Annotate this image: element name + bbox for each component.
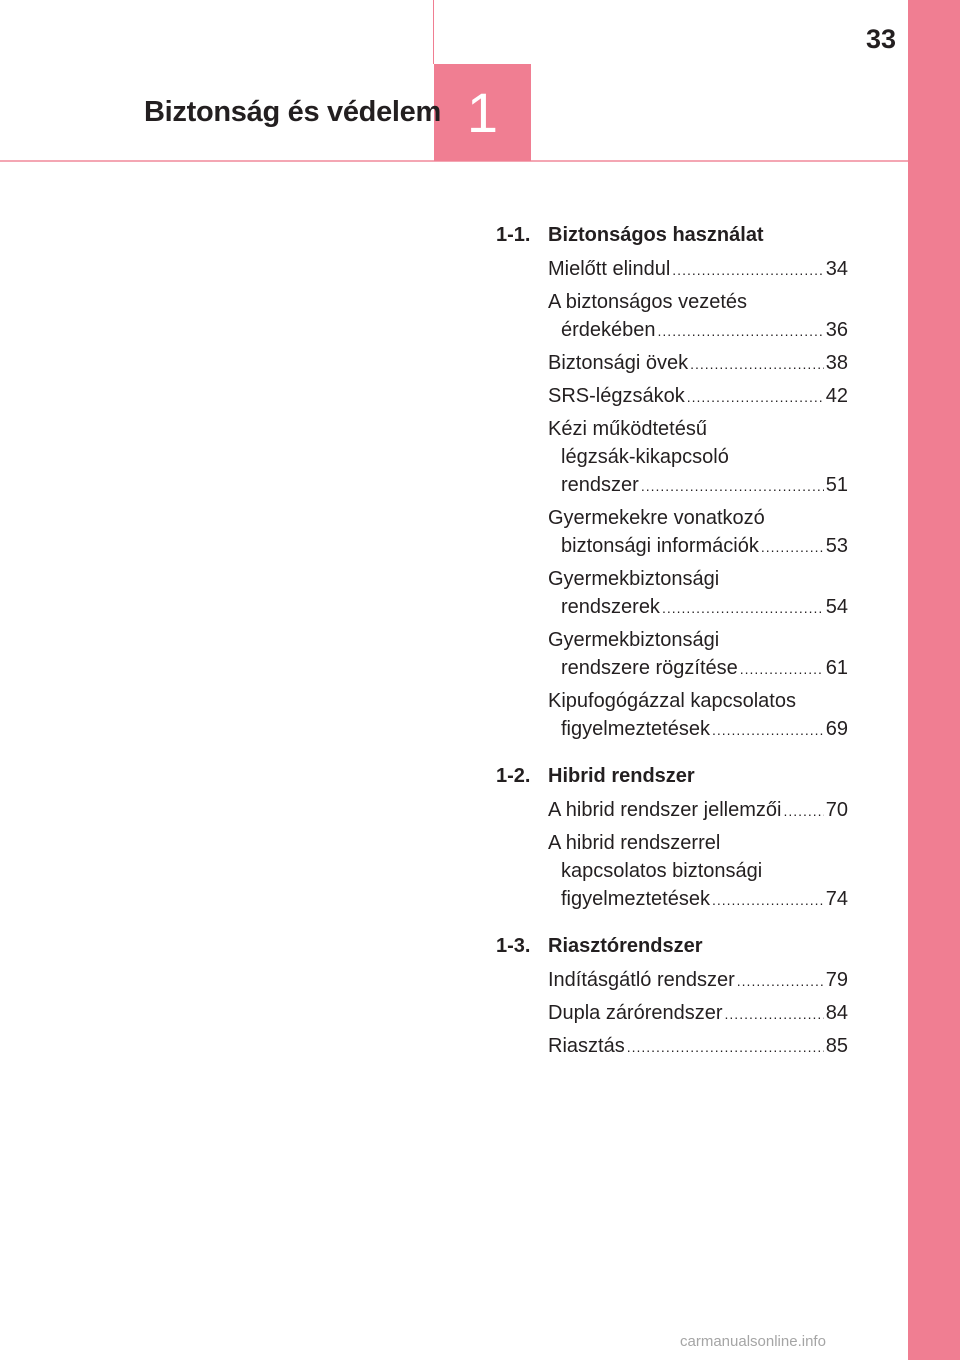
toc-page-number: 51 xyxy=(825,474,848,496)
chapter-number-box xyxy=(434,64,531,161)
toc-entry-line xyxy=(548,349,848,378)
toc-entry[interactable] xyxy=(548,255,848,284)
toc-entry-line xyxy=(548,593,848,622)
toc-entry-text: figyelmeztetések xyxy=(561,718,710,740)
toc-entry-text: Gyermekekre vonatkozó xyxy=(548,507,765,529)
toc-entry-line xyxy=(548,654,848,683)
header-divider-vertical xyxy=(433,0,434,64)
toc-dot-leader xyxy=(740,655,824,683)
toc-section-number: 1-1. xyxy=(496,224,531,246)
toc-page-number: 53 xyxy=(825,535,848,557)
toc-section-number: 1-3. xyxy=(496,935,531,957)
toc-entry-line xyxy=(548,885,848,914)
toc-page-number: 69 xyxy=(825,718,848,740)
toc-entry-text: figyelmeztetések xyxy=(561,888,710,910)
toc-entry-text: rendszer xyxy=(561,474,639,496)
toc-entry-text: Kézi működtetésű xyxy=(548,418,707,440)
toc-entry-line xyxy=(548,1032,848,1061)
toc-dot-leader xyxy=(690,350,824,378)
toc-page-number: 38 xyxy=(825,352,848,374)
toc-dot-leader xyxy=(672,256,823,284)
toc-entry-line xyxy=(548,255,848,284)
toc-entry-line xyxy=(548,999,848,1028)
toc-entry-text: érdekében xyxy=(561,319,656,341)
toc-entry-text: Biztonsági övek xyxy=(548,352,689,374)
toc-entry[interactable] xyxy=(548,966,848,995)
toc-entry-text: Kipufogógázzal kapcsolatos xyxy=(548,690,796,712)
watermark: carmanualsonline.info xyxy=(680,1333,826,1350)
toc-dot-leader xyxy=(737,967,824,995)
toc-dot-leader xyxy=(687,383,824,411)
toc-entry-text: Mielőtt elindul xyxy=(548,258,671,280)
toc-entry[interactable] xyxy=(548,288,848,345)
toc-entry[interactable] xyxy=(548,1032,848,1061)
toc-page-number: 85 xyxy=(825,1035,848,1057)
chapter-number: 1 xyxy=(466,81,499,144)
toc-page-number: 42 xyxy=(825,385,848,407)
toc-section-title: Hibrid rendszer xyxy=(548,765,695,787)
toc-section-title: Riasztórendszer xyxy=(548,935,703,957)
toc-entry-text: A biztonságos vezetés xyxy=(548,291,748,313)
toc-entry-text: SRS-légzsákok xyxy=(548,385,685,407)
toc-page-number: 61 xyxy=(825,657,848,679)
toc-page-number: 70 xyxy=(825,799,848,821)
toc-dot-leader xyxy=(725,1000,824,1028)
toc-entry[interactable] xyxy=(548,504,848,561)
toc-entry-text: A hibrid rendszer jellemzői xyxy=(548,799,782,821)
toc-page-number: 36 xyxy=(825,319,848,341)
toc-entry-line xyxy=(548,471,848,500)
toc-entry[interactable] xyxy=(548,565,848,622)
toc-dot-leader xyxy=(761,533,824,561)
toc-entry-line xyxy=(548,532,848,561)
toc-page-number: 79 xyxy=(825,969,848,991)
toc-page-number: 74 xyxy=(825,888,848,910)
toc-entry-text: rendszere rögzítése xyxy=(561,657,738,679)
toc-dot-leader xyxy=(627,1033,824,1061)
toc-entry-text: Gyermekbiztonsági xyxy=(548,629,720,651)
toc-entry-line xyxy=(548,966,848,995)
toc-entry-text: Dupla zárórendszer xyxy=(548,1002,723,1024)
toc-entry-line xyxy=(548,316,848,345)
toc-entry[interactable] xyxy=(548,415,848,500)
chapter-title: Biztonság és védelem xyxy=(144,96,441,128)
toc-entry-text: Gyermekbiztonsági xyxy=(548,568,720,590)
toc-dot-leader xyxy=(783,797,823,825)
toc-section-heading xyxy=(496,219,848,251)
chapter-side-tab xyxy=(908,0,960,1360)
toc-entry-text: rendszerek xyxy=(561,596,660,618)
toc-page-number: 54 xyxy=(825,596,848,618)
table-of-contents xyxy=(496,219,848,1061)
toc-dot-leader xyxy=(712,716,824,744)
toc-entry-text: biztonsági információk xyxy=(561,535,759,557)
toc-dot-leader xyxy=(641,472,824,500)
toc-entry[interactable] xyxy=(548,829,848,914)
toc-entry[interactable] xyxy=(548,687,848,744)
toc-entry[interactable] xyxy=(548,999,848,1028)
toc-entry-text: kapcsolatos biztonsági xyxy=(561,860,763,882)
toc-entry[interactable] xyxy=(548,626,848,683)
toc-section-heading xyxy=(496,760,848,792)
toc-dot-leader xyxy=(712,886,824,914)
toc-entry[interactable] xyxy=(548,796,848,825)
toc-entry-line xyxy=(548,715,848,744)
toc-entry[interactable] xyxy=(548,382,848,411)
toc-section-heading xyxy=(496,930,848,962)
toc-entry-line xyxy=(548,796,848,825)
toc-section-number: 1-2. xyxy=(496,765,531,787)
toc-entry-text: Riasztás xyxy=(548,1035,625,1057)
toc-dot-leader xyxy=(658,317,824,345)
toc-entry-line xyxy=(548,382,848,411)
toc-page-number: 34 xyxy=(825,258,848,280)
toc-dot-leader xyxy=(662,594,824,622)
page-number: 33 xyxy=(865,24,896,54)
toc-section-title: Biztonságos használat xyxy=(548,224,764,246)
toc-entry-text: Indításgátló rendszer xyxy=(548,969,735,991)
toc-entry[interactable] xyxy=(548,349,848,378)
toc-page-number: 84 xyxy=(825,1002,848,1024)
toc-entry-text: légzsák-kikapcsoló xyxy=(561,446,729,468)
toc-entry-text: A hibrid rendszerrel xyxy=(548,832,721,854)
